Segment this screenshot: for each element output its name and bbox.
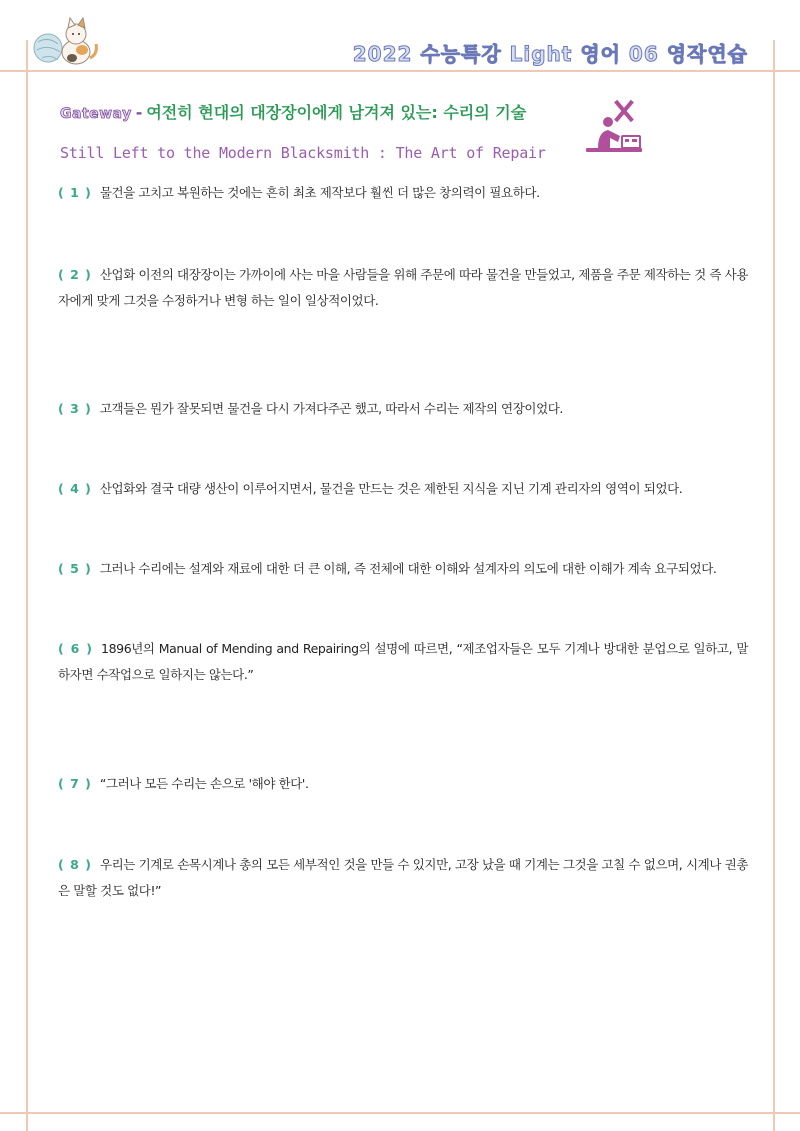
lesson-title-korean: 여전히 현대의 대장장이에게 남겨져 있는: 수리의 기술 xyxy=(146,103,527,122)
title-dash: - xyxy=(135,103,143,122)
sentence-7 xyxy=(58,771,748,797)
lesson-title-english: Still Left to the Modern Blacksmith : The Art of Repair xyxy=(60,144,546,162)
sentence-text: “그러나 모든 수리는 손으로 '해야 한다'. xyxy=(99,776,309,791)
sentence-number: ( 4 ) xyxy=(58,481,92,496)
sentence-text: 1896년의 Manual of Mending and Repairing의 설명에 따르면, “제조업자들은 모두 기계나 방대한 분업으로 일하고, 말하자면 수작업으로 일하지는 않는다.” xyxy=(58,641,749,682)
sentence-number: ( 8 ) xyxy=(58,857,92,872)
sentence-text: 산업화와 결국 대량 생산이 이루어지면서, 물건을 만드는 것은 제한된 지식을 지닌 기계 관리자의 영역이 되었다. xyxy=(99,481,683,496)
sentence-2 xyxy=(58,262,748,314)
lesson-title-line xyxy=(60,100,526,123)
bottom-border-line xyxy=(0,1112,800,1114)
sentence-text: 산업화 이전의 대장장이는 가까이에 사는 마을 사람들을 위해 주문에 따라 물건을 만들었고, 제품을 주문 제작하는 것 즉 사용자에게 맞게 그것을 수정하거나 변형 하는 일이 일상적이었다. xyxy=(58,267,749,308)
top-border-line xyxy=(0,70,800,72)
sentence-1 xyxy=(58,180,748,206)
sentence-5 xyxy=(58,556,748,582)
left-border-line xyxy=(26,40,28,1131)
repair-worker-icon xyxy=(578,92,650,164)
sentence-number: ( 1 ) xyxy=(58,185,92,200)
page-header-title: 2022 수능특강 Light 영어 06 영작연습 xyxy=(352,42,748,66)
sentence-text: 고객들은 뭔가 잘못되면 물건을 다시 가져다주곤 했고, 따라서 수리는 제작의 연장이었다. xyxy=(99,401,564,416)
sentence-number: ( 2 ) xyxy=(58,267,92,282)
sentence-text: 물건을 고치고 복원하는 것에는 흔히 최초 제작보다 훨씬 더 많은 창의력이 필요하다. xyxy=(99,185,540,200)
sentence-6 xyxy=(58,636,748,688)
sentence-number: ( 3 ) xyxy=(58,401,92,416)
cat-with-yarn-icon xyxy=(30,14,100,70)
sentence-4 xyxy=(58,476,748,502)
right-border-line xyxy=(773,40,775,1131)
sentence-3 xyxy=(58,396,748,422)
sentence-number: ( 7 ) xyxy=(58,776,92,791)
gateway-label: Gateway xyxy=(60,106,132,122)
sentence-number: ( 6 ) xyxy=(58,641,94,656)
sentence-text: 그러나 수리에는 설계와 재료에 대한 더 큰 이해, 즉 전체에 대한 이해와 설계자의 의도에 대한 이해가 계속 요구되었다. xyxy=(99,561,717,576)
sentence-number: ( 5 ) xyxy=(58,561,92,576)
sentence-text: 우리는 기계로 손목시계나 총의 모든 세부적인 것을 만들 수 있지만, 고장 났을 때 기계는 그것을 고칠 수 없으며, 시계나 권총은 말할 것도 없다!” xyxy=(58,857,749,898)
sentence-8 xyxy=(58,852,748,904)
